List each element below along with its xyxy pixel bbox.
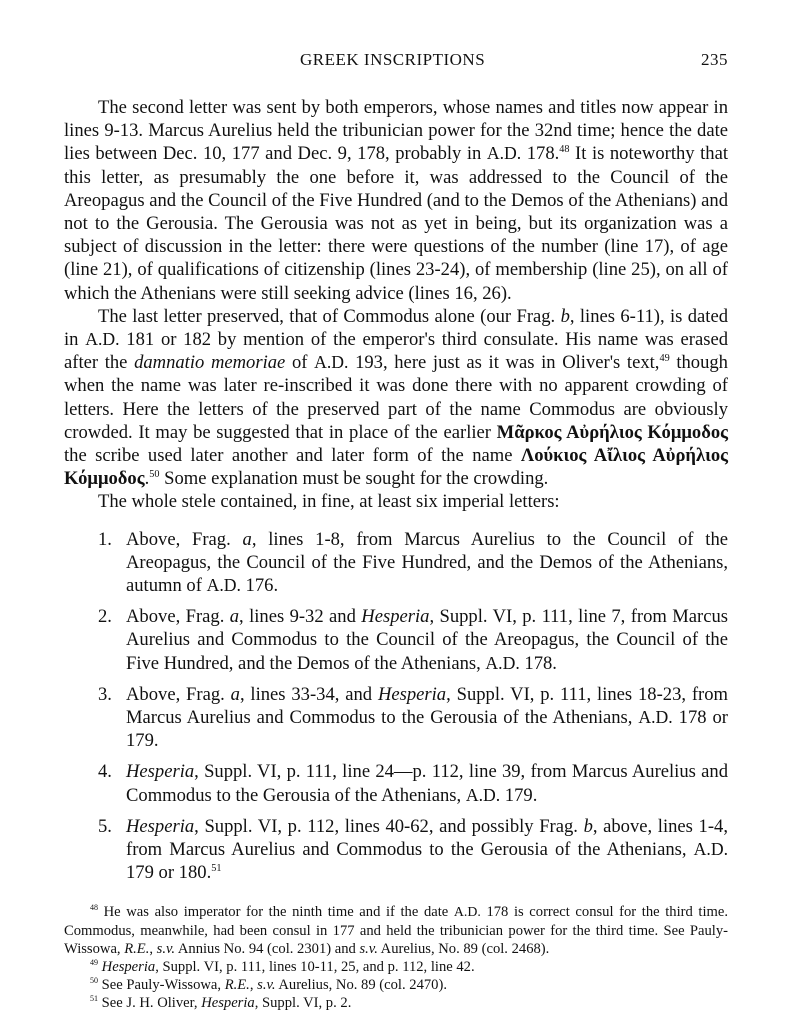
- italic-run: Hesperia: [361, 606, 430, 628]
- italic-run: Hesperia: [126, 815, 195, 837]
- list-number: 5.: [98, 815, 112, 837]
- list-text: [126, 815, 728, 885]
- footnote: [64, 903, 728, 958]
- text-run: Above, Frag.: [126, 683, 231, 705]
- text-run: The whole stele contained, in fine, at least six imperial letters:: [98, 491, 560, 513]
- text-run: , lines 1-8, from Marcus Aurelius to the Council of the Areopagus, the Council of the Five Hundred, and the Demos of the Athenians, autumn of: [126, 528, 728, 597]
- text-run: ,: [149, 940, 157, 957]
- date-abbrev: A.D.: [465, 784, 501, 805]
- text-run: , lines 9-32 and: [239, 606, 362, 628]
- text-run: Above, Frag.: [126, 528, 243, 550]
- text-run: , Suppl. VI, p. 111, line 7, from Marcus Aurelius and Commodus to the Council of the Areopagus, the Council of the Five Hundred, and the Demos of the Athenians,: [126, 606, 729, 674]
- text-run: , lines 6-11), is dated in: [64, 305, 728, 351]
- running-header: [300, 50, 728, 70]
- text-run: The last letter preserved, that of Commodus alone (our Frag.: [98, 305, 561, 327]
- page: [64, 50, 728, 1012]
- italic-run: R.E.: [224, 976, 250, 993]
- text-run: .: [144, 468, 150, 490]
- text-run: the scribe used later another and later form of the name: [64, 445, 521, 467]
- footnotes: [64, 903, 728, 1012]
- italic-run: damnatio memoriae: [134, 352, 286, 374]
- date-abbrev: A.D.: [453, 904, 481, 920]
- footnote: [64, 958, 728, 976]
- italic-run: Hesperia: [377, 683, 447, 705]
- text-run: 193, here just as it was in Oliver's text,: [348, 352, 660, 374]
- footnote-ref: 48: [559, 144, 570, 156]
- date-abbrev: A.D.: [693, 839, 728, 860]
- text-run: , Suppl. VI, p. 111, lines 10-11, 25, and p. 112, line 42.: [155, 958, 475, 975]
- date-abbrev: A.D.: [485, 652, 520, 673]
- text-run: ,: [249, 976, 258, 993]
- italic-run: s.v.: [257, 976, 276, 993]
- list-number: 4.: [98, 761, 112, 783]
- italic-run: Hesperia: [101, 958, 156, 975]
- list-item: [64, 528, 728, 598]
- footnote-ref: 49: [659, 353, 670, 365]
- text-run: , Suppl. VI, p. 111, line 24—p. 112, line 39, from Marcus Aurelius and Commodus to the Gerousia of the Athenians,: [126, 761, 728, 806]
- text-run: 179.: [500, 784, 538, 806]
- text-run: 181 or 182 by mention of the emperor's third consulate. His name was erased after the: [64, 329, 728, 374]
- text-run: , Suppl. VI, p. 111, lines 18-23, from Marcus Aurelius and Commodus to the Gerousia of the Athenians,: [126, 683, 729, 729]
- text-run: , lines 33-34, and: [239, 683, 378, 705]
- text-run: It is noteworthy that this letter, as presumably the one before it, was addressed to the Council of the Areopagus and the Council of the Five Hundred (and to the Demos of the Athenians) and not to the Gerousia. The Gerousia was not as yet in being, but its organization was a subject of discussion in the letter: there were questions of the number (line 17), of age (line 21), of qualifications of citizenship (lines 23-24), of membership (line 25), on all of which the Athenians were still seeking advice (lines 16, 26).: [64, 143, 728, 304]
- letters-list: [64, 528, 728, 885]
- text-run: , Suppl. VI, p. 2.: [254, 994, 352, 1011]
- footnote: [64, 976, 728, 994]
- list-item: [64, 815, 728, 885]
- italic-run: Hesperia: [201, 994, 255, 1011]
- greek-name: Μᾶρκος Αὐρήλιος Κόμμοδος: [496, 421, 729, 443]
- text-run: 178.: [521, 143, 560, 165]
- text-run: 178.: [519, 652, 557, 674]
- date-abbrev: A.D.: [85, 329, 120, 350]
- italic-run: a: [242, 528, 252, 550]
- list-text: [126, 528, 728, 598]
- list-item: [64, 605, 728, 675]
- list-item: [64, 683, 728, 753]
- footnote-ref: 49: [90, 957, 99, 967]
- text-run: Some explanation must be sought for the crowding.: [159, 468, 549, 490]
- list-text: [126, 760, 728, 806]
- text-run: Annius No. 94 (col. 2301) and: [175, 940, 360, 957]
- list-text: [126, 683, 728, 753]
- running-title: GREEK INSCRIPTIONS: [300, 50, 486, 69]
- text-run: 176.: [240, 575, 279, 597]
- italic-run: b: [560, 305, 570, 327]
- italic-run: a: [230, 683, 240, 705]
- italic-run: R.E.: [124, 940, 150, 957]
- date-abbrev: A.D.: [314, 352, 349, 373]
- paragraph: [64, 305, 728, 491]
- text-run: of: [285, 352, 315, 374]
- text-run: 179 or 180.: [126, 862, 212, 884]
- footnote-ref: 51: [211, 863, 222, 875]
- list-text: [126, 605, 728, 675]
- italic-run: b: [583, 815, 593, 837]
- footnote-ref: 50: [90, 975, 99, 985]
- footnote-ref: 48: [90, 902, 99, 912]
- paragraph: [64, 96, 728, 305]
- text-run: Above, Frag.: [126, 606, 230, 628]
- text-run: Aurelius, No. 89 (col. 2470).: [275, 976, 447, 993]
- text-run: See J. H. Oliver,: [98, 994, 202, 1011]
- list-item: [64, 760, 728, 806]
- date-abbrev: A.D.: [638, 707, 673, 728]
- text-run: , Suppl. VI, p. 112, lines 40-62, and possibly Frag.: [194, 815, 584, 837]
- text-run: though when the name was later re-inscribed it was done there with no apparent crowding of letters. Here the letters of the preserved part of the name Commodus are obviously crowded. It may be suggested that in place of the earlier: [64, 352, 728, 443]
- footnote-ref: 50: [149, 469, 160, 481]
- greek-name: Λούκιος Αἴλιος Αὐρήλιος Κόμμοδος: [64, 445, 728, 490]
- date-abbrev: A.D.: [486, 143, 522, 164]
- italic-run: s.v.: [156, 940, 176, 957]
- date-abbrev: A.D.: [206, 575, 241, 596]
- list-number: 2.: [98, 606, 112, 628]
- paragraph: [64, 490, 728, 513]
- page-number: 235: [701, 50, 728, 69]
- italic-run: Hesperia: [126, 761, 195, 783]
- list-number: 1.: [98, 528, 112, 550]
- footnote-ref: 51: [90, 993, 99, 1003]
- text-run: See Pauly-Wissowa,: [98, 976, 225, 993]
- text-run: , above, lines 1-4, from Marcus Aurelius and Commodus to the Gerousia of the Athenians,: [126, 815, 728, 861]
- text-run: 178 is correct consul for the third time. Commodus, meanwhile, had been consul in 177 and held the tribunician power for the third time. See Pauly-Wissowa,: [64, 903, 728, 957]
- text-run: Aurelius, No. 89 (col. 2468).: [377, 940, 550, 957]
- italic-run: s.v.: [359, 940, 378, 957]
- text-run: The second letter was sent by both emperors, whose names and titles now appear in lines 9-13. Marcus Aurelius held the tribunician power for the 32nd time; hence the date lies between Dec. 10, 177 and Dec. 9, 178, probably in: [64, 97, 728, 165]
- italic-run: a: [229, 606, 240, 628]
- footnote: [64, 994, 728, 1012]
- text-run: 178 or 179.: [126, 707, 728, 752]
- text-run: He was also imperator for the ninth time and if the date: [98, 903, 454, 920]
- list-number: 3.: [98, 683, 112, 705]
- body-text: [64, 96, 728, 514]
